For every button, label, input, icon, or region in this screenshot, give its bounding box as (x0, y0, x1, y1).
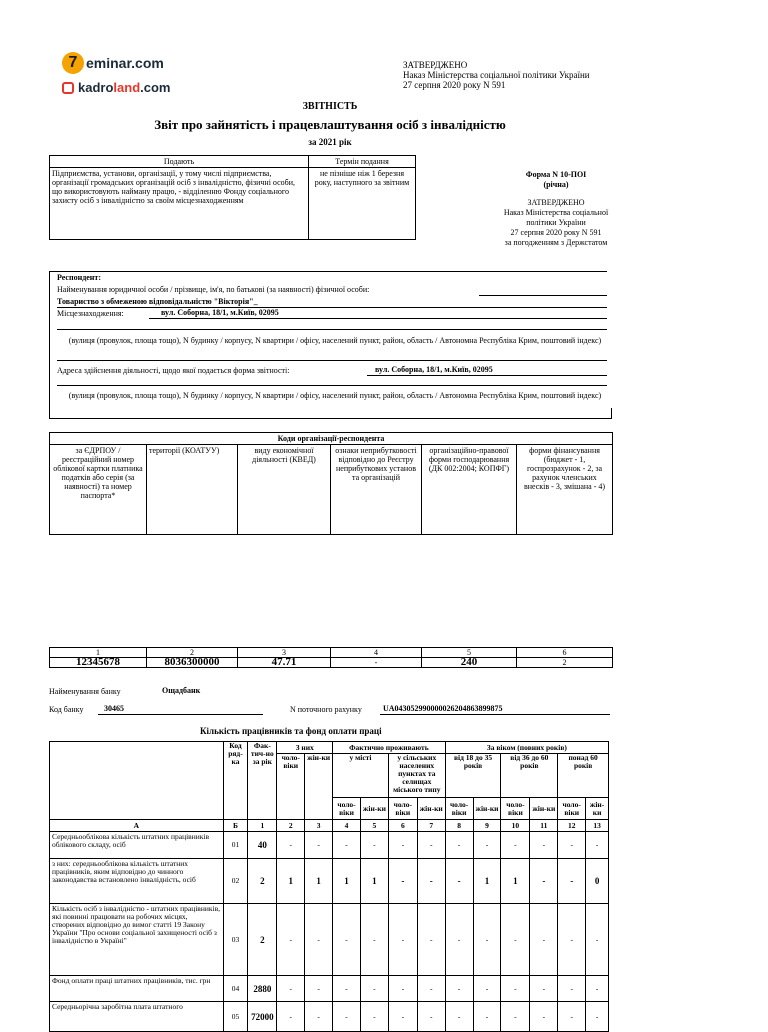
codes-header-edrpou: за ЄДРПОУ / реєстраційний номер облікової картки платника податків або серія (за наявності) та номер паспорта* (50, 445, 147, 535)
respondent-codes-table (49, 432, 613, 535)
col-fact-header: Фак-тич-но за рік (248, 742, 277, 820)
row-cell: - (558, 832, 586, 859)
submission-table (49, 155, 416, 240)
col-age2-header: від 36 до 60 років (501, 754, 558, 798)
row-cell: - (501, 904, 530, 976)
codes-num: 5 (422, 648, 517, 658)
respondent-name-value: Товариство з обмеженою відповідальністю "Вікторія"_ (57, 297, 258, 306)
row-label: з них: середньооблікова кількість штатних працівників, яким відповідно до чинного законодавства встановлено інвалідність, осіб (50, 859, 224, 904)
bank-code-label: Код банку (49, 705, 84, 714)
table-row (50, 976, 609, 1002)
codes-num: 3 (238, 648, 331, 658)
row-cell: - (333, 904, 361, 976)
row-code: 04 (223, 976, 248, 1002)
row-code: 03 (223, 904, 248, 976)
address-hint-2: (вулиця (провулок, площа тощо), N будинку / корпусу, N квартири / офісу, населений пункт, район, область / Автономна Республіка Крим, поштовий індекс) (68, 391, 602, 400)
row-cell: 1 (473, 859, 501, 904)
table-row (50, 859, 609, 904)
row-cell: - (360, 976, 388, 1002)
row-cell: 1 (277, 859, 305, 904)
address-hint: (вулиця (провулок, площа тощо), N будинку / корпусу, N квартири / офісу, населений пункт, район, область / Автономна Республіка Крим, поштовий індекс) (68, 336, 602, 345)
col-letter: 9 (473, 820, 501, 832)
form-approved-line: 27 серпня 2020 року N 591 (510, 228, 602, 237)
row-cell: - (417, 832, 445, 859)
row-cell: - (558, 904, 586, 976)
row-cell: - (473, 976, 501, 1002)
kadroland-logo-part1: kadro (78, 80, 114, 95)
submit-col2-header: Термін подання (309, 156, 416, 168)
col-women-header: жін-ки (305, 754, 333, 820)
col-women-sub: жін-ки (360, 798, 388, 820)
kadroland-logo-part3: .com (140, 80, 171, 95)
row-cell: 1 (305, 859, 333, 904)
col-letter: 1 (248, 820, 277, 832)
location-label: Місцезнаходження: (57, 309, 124, 318)
col-men-sub: чоло-віки (558, 798, 586, 820)
report-year: за 2021 рік (308, 137, 352, 147)
row-cell: - (558, 976, 586, 1002)
respondent-heading: Респондент: (57, 273, 101, 282)
submit-col2-text: не пізніше ніж 1 березня року, наступного за звітним (309, 168, 416, 240)
row-cell: - (530, 832, 558, 859)
col-letter: 3 (305, 820, 333, 832)
col-age-header: За віком (повних років) (445, 742, 608, 754)
codes-header-nonprofit: ознаки неприбутковості відповідно до Реєстру неприбуткових установ та організацій (331, 445, 422, 535)
row-cell: - (445, 1002, 473, 1032)
col-letter: 7 (417, 820, 445, 832)
code-edrpou-value: 12345678 (50, 658, 147, 668)
employees-table (49, 741, 609, 1032)
codes-num: 2 (147, 648, 238, 658)
code-financing-value: 2 (517, 658, 613, 668)
row-cell: 40 (248, 832, 277, 859)
row-cell: - (388, 832, 417, 859)
row-cell: - (305, 976, 333, 1002)
col-live-header: Фактично проживають (333, 742, 446, 754)
col-women-sub: жін-ки (530, 798, 558, 820)
row-cell: 2880 (248, 976, 277, 1002)
kadroland-logo (62, 80, 170, 95)
row-cell: - (277, 904, 305, 976)
row-cell: 2 (248, 904, 277, 976)
activity-address-value: вул. Соборна, 18/1, м.Київ, 02095 (375, 365, 493, 374)
col-men-sub: чоло-віки (501, 798, 530, 820)
row-cell: - (530, 976, 558, 1002)
form-period: (річна) (543, 180, 569, 189)
col-letter: 2 (277, 820, 305, 832)
kadroland-logo-part2: land (113, 80, 141, 95)
row-cell: - (360, 904, 388, 976)
row-cell: - (473, 904, 501, 976)
bank-name-label: Найменування банку (49, 687, 121, 696)
row-code: 01 (223, 832, 248, 859)
col-women-sub: жін-ки (473, 798, 501, 820)
col-women-sub: жін-ки (586, 798, 609, 820)
row-cell: - (558, 1002, 586, 1032)
table-row (50, 904, 609, 976)
row-cell: - (417, 904, 445, 976)
row-cell: - (333, 1002, 361, 1032)
row-label: Фонд оплати праці штатних працівників, тис. грн (50, 976, 224, 1002)
col-women-sub: жін-ки (417, 798, 445, 820)
activity-address-label: Адреса здійснення діяльності, щодо якої подається форма звітності: (57, 366, 290, 375)
bank-name-value: Ощадбанк (162, 686, 201, 695)
col-men-header: чоло-віки (277, 754, 305, 820)
row-cell: - (558, 859, 586, 904)
row-cell: 2 (248, 859, 277, 904)
approved-line: 27 серпня 2020 року N 591 (403, 80, 506, 90)
row-cell: - (388, 859, 417, 904)
row-cell: - (501, 832, 530, 859)
codes-values-table (49, 647, 613, 668)
row-cell: - (277, 976, 305, 1002)
row-cell: 1 (360, 859, 388, 904)
col-village-header: у сільських населених пунктах та селищах міського типу (388, 754, 445, 798)
col-letter: 10 (501, 820, 530, 832)
row-cell: - (277, 1002, 305, 1032)
row-cell: - (277, 832, 305, 859)
row-cell: - (586, 1002, 609, 1032)
code-koatuu-value: 8036300000 (147, 658, 238, 668)
col-age3-header: понад 60 років (558, 754, 609, 798)
row-cell: - (305, 832, 333, 859)
row-cell: - (360, 1002, 388, 1032)
form-approved-line: політики України (526, 218, 586, 227)
seminar-logo-text: eminar.com (86, 55, 164, 71)
form-approved-line: Наказ Міністерства соціальної (503, 208, 609, 217)
shopping-bag-icon (62, 82, 74, 94)
row-cell: - (388, 976, 417, 1002)
row-cell: 1 (501, 859, 530, 904)
row-label: Середньооблікова кількість штатних працівників облікового складу, осіб (50, 832, 224, 859)
row-cell: - (360, 832, 388, 859)
account-value: UA043052990000026204863899875 (383, 704, 503, 713)
submit-col1-text: Підприємства, установи, організації, у тому числі підприємства, організації громадських організацій осіб з інвалідністю, фізичні особи, що використовують найману працю, - відділенню Фонду соціального захисту осіб з інвалідністю за своїм місцезнаходженням (50, 168, 309, 240)
col-city-header: у місті (333, 754, 389, 798)
row-cell: - (586, 832, 609, 859)
submit-col1-header: Подають (50, 156, 309, 168)
respondent-block (49, 267, 609, 419)
bank-code-value: 30465 (104, 704, 124, 713)
row-cell: 0 (586, 859, 609, 904)
col-code-header: Код ряд-ка (223, 742, 248, 820)
code-kopfg-value: 240 (422, 658, 517, 668)
codes-header-kved: виду економічної діяльності (КВЕД) (238, 445, 331, 535)
col-letter: 4 (333, 820, 361, 832)
col-letter: А (50, 820, 224, 832)
seminar-logo-mark: 7 (62, 52, 84, 74)
col-letter: 6 (388, 820, 417, 832)
form-approved: ЗАТВЕРДЖЕНО (527, 198, 585, 207)
row-cell: - (445, 832, 473, 859)
col-letter: 8 (445, 820, 473, 832)
form-approved-line: за погодженням з Держстатом (504, 238, 608, 247)
form-info (476, 170, 636, 248)
codes-num: 4 (331, 648, 422, 658)
row-cell: - (305, 904, 333, 976)
table-row (50, 1002, 609, 1032)
row-cell: - (586, 976, 609, 1002)
account-label: N поточного рахунку (290, 705, 362, 714)
row-label: Середньорічна заробітна плата штатного (50, 1002, 224, 1032)
row-code: 05 (223, 1002, 248, 1032)
seminar-logo (62, 52, 164, 74)
row-cell: - (530, 859, 558, 904)
form-number: Форма N 10-ПОІ (525, 170, 587, 179)
codes-header-kopfg: організаційно-правової форми господарювання (ДК 002:2004; КОПФГ) (422, 445, 517, 535)
row-cell: - (388, 1002, 417, 1032)
col-men-sub: чоло-віки (445, 798, 473, 820)
col-letter: 12 (558, 820, 586, 832)
row-cell: - (417, 859, 445, 904)
codes-num: 1 (50, 648, 147, 658)
row-cell: - (473, 1002, 501, 1032)
row-cell: - (473, 832, 501, 859)
letters-row (50, 820, 609, 832)
row-cell: - (333, 976, 361, 1002)
row-cell: - (501, 976, 530, 1002)
row-cell: - (586, 904, 609, 976)
approved-header (403, 60, 590, 90)
respondent-name-label: Найменування юридичної особи / прізвище, ім'я, по батькові (за наявності) фізичної особи: (57, 285, 370, 294)
col-letter: 5 (360, 820, 388, 832)
row-cell: 1 (333, 859, 361, 904)
location-value: вул. Соборна, 18/1, м.Київ, 02095 (161, 308, 279, 317)
code-kved-value: 47.71 (238, 658, 331, 668)
row-cell: - (445, 859, 473, 904)
row-cell: - (530, 904, 558, 976)
col-men-sub: чоло-віки (388, 798, 417, 820)
row-cell: - (445, 904, 473, 976)
report-title: Звіт про зайнятість і працевлаштування осіб з інвалідністю (154, 117, 506, 132)
table-row (50, 832, 609, 859)
row-cell: - (417, 1002, 445, 1032)
col-of-them-header: З них (277, 742, 333, 754)
row-label: Кількість осіб з інвалідністю - штатних працівників, які повинні працювати на робочих місцях, створених відповідно до вимог статті 19 Закону України "Про основи соціальної захищеності осіб з інвалідністю в Україні" (50, 904, 224, 976)
codes-num: 6 (517, 648, 613, 658)
row-cell: - (501, 1002, 530, 1032)
report-heading: ЗВІТНІСТЬ (302, 101, 358, 112)
approved-line: Наказ Міністерства соціальної політики України (403, 70, 590, 80)
col-men-sub: чоло-віки (333, 798, 361, 820)
codes-header-financing: форми фінансування (бюджет - 1, госпрозрахунок - 2, за рахунок членських внесків - 3, змішана - 4) (517, 445, 613, 535)
col-letter: Б (223, 820, 248, 832)
col-letter: 13 (586, 820, 609, 832)
main-table-title: Кількість працівників та фонд оплати праці (200, 726, 382, 736)
codes-title: Коди організації-респондента (50, 433, 613, 445)
row-cell: - (417, 976, 445, 1002)
col-age1-header: від 18 до 35 років (445, 754, 501, 798)
row-cell: - (388, 904, 417, 976)
row-cell: - (305, 1002, 333, 1032)
approved-line: ЗАТВЕРДЖЕНО (403, 60, 468, 70)
code-nonprofit-value: - (331, 658, 422, 668)
row-cell: 72000 (248, 1002, 277, 1032)
col-letter: 11 (530, 820, 558, 832)
row-cell: - (445, 976, 473, 1002)
row-cell: - (333, 832, 361, 859)
codes-header-koatuu: території (КОАТУУ) (147, 445, 238, 535)
row-code: 02 (223, 859, 248, 904)
row-cell: - (530, 1002, 558, 1032)
